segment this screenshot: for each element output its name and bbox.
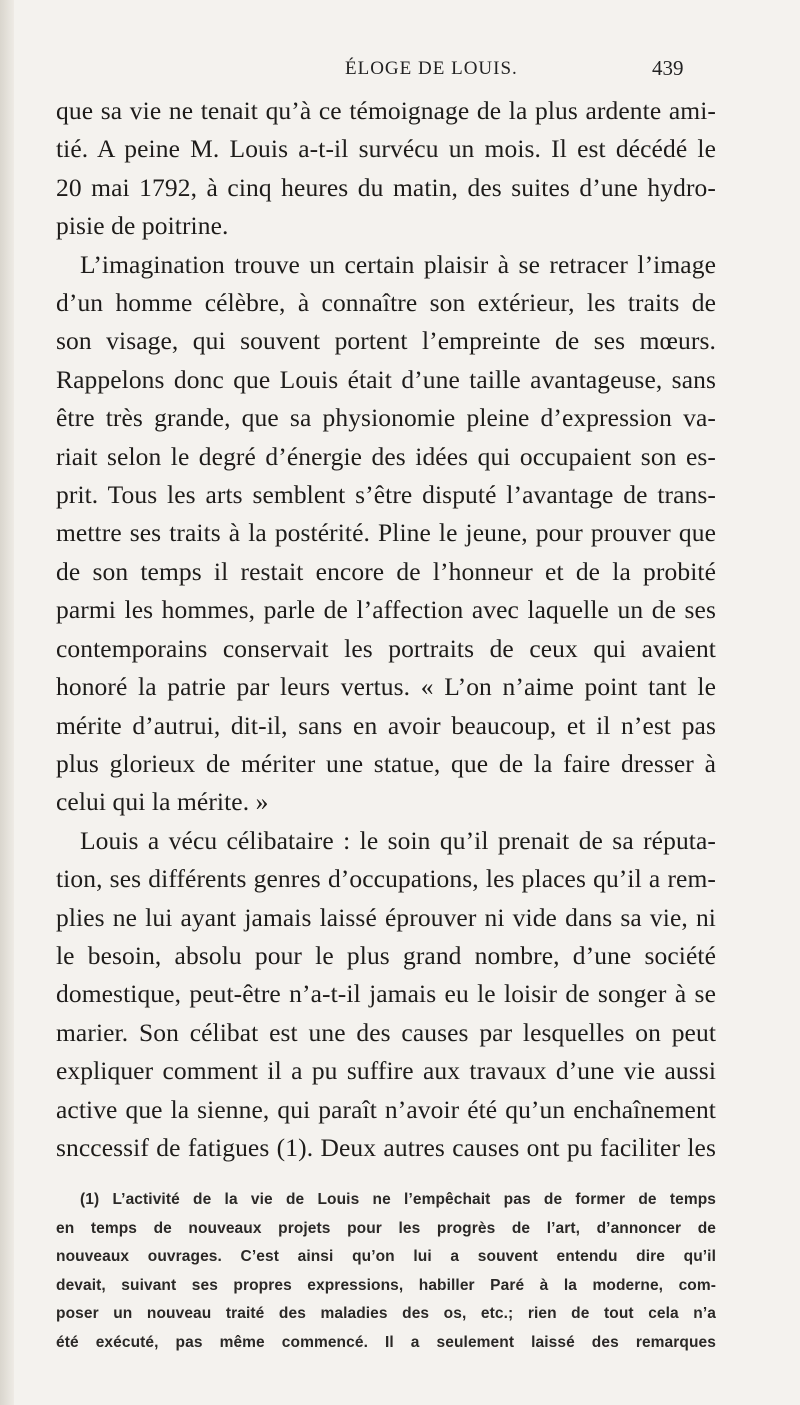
text-line: être très grande, que sa physionomie pleine d’expression va-: [56, 403, 716, 433]
text-line: riait selon le degré d’énergie des idées qui occupaient son es-: [56, 441, 716, 471]
running-header: [0, 58, 800, 88]
footnote-line: en temps de nouveaux projets pour les progrès de l’art, d’annoncer de: [56, 1219, 716, 1237]
text-line: tion, ses différents genres d’occupations, les places qu’il a rem-: [56, 864, 716, 894]
text-line: Rappelons donc que Louis était d’une taille avantageuse, sans: [56, 364, 716, 394]
text-line: de son temps il restait encore de l’honneur et de la probité: [56, 556, 716, 586]
text-line: expliquer comment il a pu suffire aux travaux d’une vie aussi: [56, 1056, 716, 1086]
page-number: 439: [652, 56, 684, 80]
text-line: plies ne lui ayant jamais laissé éprouver ni vide dans sa vie, ni: [56, 902, 716, 932]
text-line: celui qui la mérite. »: [56, 787, 269, 817]
text-line: prit. Tous les arts semblent s’être disputé l’avantage de trans-: [56, 480, 716, 510]
text-line: pisie de poitrine.: [56, 211, 229, 241]
text-line: que sa vie ne tenait qu’à ce témoignage de la plus ardente ami-: [56, 96, 716, 125]
text-line: mettre ses traits à la postérité. Pline le jeune, pour prouver que: [56, 518, 716, 548]
footnote-line: (1) L’activité de la vie de Louis ne l’empêchait pas de former de temps: [80, 1191, 716, 1208]
main-text: [56, 92, 716, 1167]
text-line: contemporains conservait les portraits de ceux qui avaient: [56, 633, 716, 663]
footnote: [56, 1186, 716, 1358]
footnote-line: été exécuté, pas même commencé. Il a seulement laissé des remarques: [56, 1333, 716, 1351]
running-title: ÉLOGE DE LOUIS.: [345, 58, 518, 79]
text-line: L’imagination trouve un certain plaisir à se retracer l’image: [80, 249, 716, 279]
footnote-line: nouveaux ouvrages. C’est ainsi qu’on lui a souvent entendu dire qu’il: [56, 1248, 716, 1266]
text-line: son visage, qui souvent portent l’empreinte de ses mœurs.: [56, 326, 716, 356]
text-line: 20 mai 1792, à cinq heures du matin, des suites d’une hydro-: [56, 172, 716, 202]
footnote-line: poser un nouveau traité des maladies des os, etc.; rien de tout cela n’a: [56, 1305, 716, 1323]
text-line: parmi les hommes, parle de l’affection avec laquelle un de ses: [56, 595, 716, 625]
text-line: active que la sienne, qui paraît n’avoir été qu’un enchaînement: [56, 1094, 716, 1124]
text-line: tié. A peine M. Louis a-t-il survécu un mois. Il est décédé le: [56, 134, 716, 164]
text-line: snccessif de fatigues (1). Deux autres causes ont pu faciliter les: [56, 1132, 716, 1162]
text-line: le besoin, absolu pour le plus grand nombre, d’une société: [56, 940, 716, 970]
text-line: marier. Son célibat est une des causes par lesquelles on peut: [56, 1017, 716, 1047]
footnote-line: devait, suivant ses propres expressions, habiller Paré à la moderne, com-: [56, 1276, 716, 1294]
text-line: mérite d’autrui, dit-il, sans en avoir beaucoup, et il n’est pas: [56, 710, 716, 740]
page-binding-edge: [0, 0, 14, 1405]
text-line: plus glorieux de mériter une statue, que de la faire dresser à: [56, 748, 716, 778]
text-line: honoré la patrie par leurs vertus. « L’on n’aime point tant le: [56, 672, 716, 702]
text-line: d’un homme célèbre, à connaître son extérieur, les traits de: [56, 288, 716, 318]
text-line: domestique, peut-être n’a-t-il jamais eu le loisir de songer à se: [56, 979, 716, 1009]
text-line: Louis a vécu célibataire : le soin qu’il prenait de sa réputa-: [80, 825, 716, 855]
